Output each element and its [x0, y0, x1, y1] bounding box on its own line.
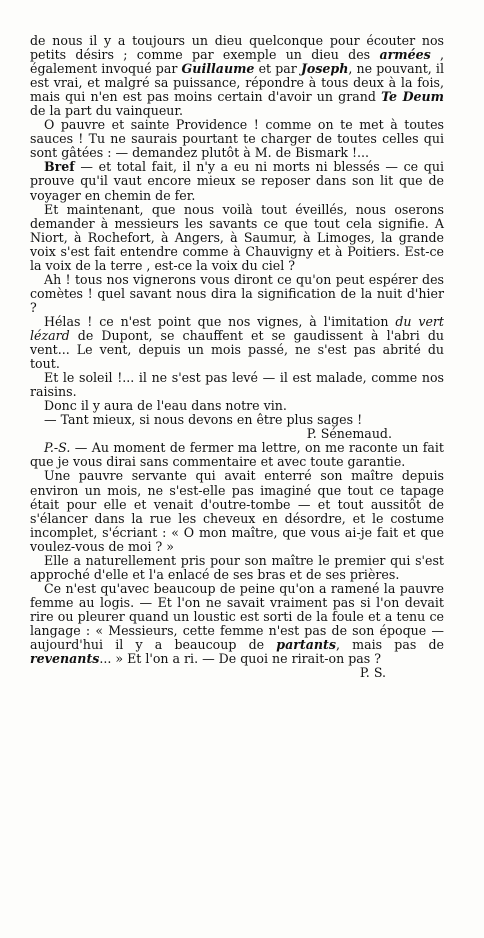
text-run: Ce n'est qu'avec beaucoup de peine qu'on a ramené la pauvre femme au logis. — Et l'on ne savait vraiment pas si l'on devait rire ou pleurer quand un loustic est sorti de la foule et a tenu ce langage : « Messieurs, cette femme n'est pas de son époque — aujourd'hui il y a beaucoup de	[30, 580, 444, 653]
text-run: , mais pas de	[335, 637, 444, 653]
paragraph-5: Ah ! tous nos vignerons vous diront ce qu'on peut espérer des comètes ! quel savant nous dira la signification de la nuit d'hier ?	[30, 271, 444, 315]
paragraph-4: Et maintenant, que nous voilà tout éveillés, nous oserons demander à messieurs les savants ce que tout cela signifie. A Niort, à Rochefort, à Angers, à Saumur, à Limoges, la grande voix s'est fait entendre comme à Chauvigny et à Poitiers. Est-ce la voix de la terre , est-ce la voix du ciel ?	[30, 201, 444, 273]
italic-word: revenants	[30, 651, 100, 667]
paragraph-1	[30, 34, 444, 118]
italic-word: partants	[276, 637, 336, 653]
article-column	[30, 34, 444, 680]
signature-2: P. S.	[359, 665, 386, 681]
paragraph-7: Et le soleil !... il ne s'est pas levé — il est malade, comme nos raisins.	[30, 370, 444, 400]
text-run: , également invoqué par	[30, 47, 445, 77]
paragraph-6	[30, 315, 444, 371]
italic-term: armées	[379, 47, 431, 63]
paragraph-12: Elle a naturellement pris pour son maître le premier qui s'est approché d'elle et l'a enlacé de ses bras et de ses prières.	[30, 552, 444, 582]
paragraph-postscript	[30, 441, 444, 469]
paragraph-2: O pauvre et sainte Providence ! comme on te met à toutes sauces ! Tu ne saurais pourtant te charger de toutes celles qui sont gâtées : — demandez plutôt à M. de Bismark !...	[30, 117, 444, 161]
text-run: ... » Et l'on a ri. — De quoi ne rirait-on pas ?	[99, 651, 381, 667]
text-run: de Dupont, se chauffent et se gaudissent à l'abri du vent... Le vent, depuis un mois passé, ne s'est pas abrité du tout.	[30, 327, 444, 372]
text-run: — et total fait, il n'y a eu ni morts ni blessés — ce qui prouve qu'il vaut encore mieux se reposer dans son lit que de voyager en chemin de fer.	[30, 159, 444, 203]
text-run: , ne pouvant, il est vrai, et malgré sa puissance, répondre à tous deux à la fois, mais qui n'en est pas moins certain d'avoir un grand	[30, 61, 444, 105]
paragraph-3	[30, 160, 444, 202]
text-run: de nous il y a toujours un dieu quelconque pour écouter nos petits désirs ; comme par exemple un dieu des	[30, 33, 444, 63]
paragraph-9: — Tant mieux, si nous devons en être plus sages !	[44, 412, 363, 428]
text-run: Hélas ! ce n'est point que nos vignes, à l'imitation	[44, 313, 396, 329]
signature-1: P. Sénemaud.	[306, 426, 392, 442]
text-run: — Au moment de fermer ma lettre, on me raconte un fait que je vous dirai sans commentaire et avec toute garantie.	[30, 440, 444, 470]
text-run: et par	[254, 61, 301, 77]
italic-phrase: du vert lézard	[30, 313, 444, 343]
italic-term: Te Deum	[381, 89, 444, 105]
paragraph-11: Une pauvre servante qui avait enterré son maître depuis environ un mois, ne s'est-elle pas imaginé que tout ce tapage était pour elle et venait d'outre-tombe — et tout aussitôt de s'élancer dans la rue les cheveux en désordre, et le costume incomplet, s'écriant : « O mon maître, que vous ai-je fait et que voulez-vous de moi ? »	[30, 468, 444, 554]
italic-name: Guillaume	[181, 61, 255, 77]
italic-label: P.-S.	[44, 440, 71, 456]
paragraph-13	[30, 582, 444, 666]
paragraph-8: Donc il y aura de l'eau dans notre vin.	[44, 398, 287, 414]
text-run: de la part du vainqueur.	[30, 103, 184, 119]
bold-word: Bref	[44, 159, 75, 175]
italic-name: Joseph	[300, 61, 349, 77]
